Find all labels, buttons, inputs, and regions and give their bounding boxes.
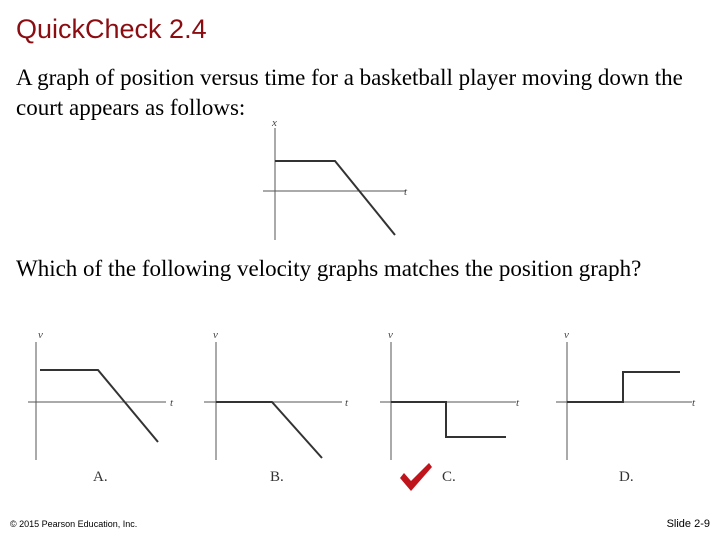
option-b-x-label: t [345,397,349,409]
option-b-curve [216,402,322,458]
option-d-y-label: v [564,330,569,341]
question-text: A graph of position versus time for a basketball player moving down the court appears as follows: [16,65,683,120]
option-d-x-label: t [692,397,696,409]
position-x-label: t [404,186,408,198]
slide-number: Slide 2-9 [666,518,710,530]
checkmark-icon [398,461,434,493]
option-b-y-label: v [213,330,218,341]
option-a-label[interactable]: A. [93,469,108,485]
option-d-graph[interactable] [552,330,712,464]
option-a-y-label: v [38,330,43,341]
option-c-label[interactable]: C. [442,469,456,485]
option-b-label[interactable]: B. [270,469,284,485]
option-c-graph[interactable] [376,330,536,464]
option-d-label[interactable]: D. [619,469,634,485]
prompt-text: Which of the following velocity graphs matches the position graph? [16,256,642,281]
copyright-text: © 2015 Pearson Education, Inc. [10,519,138,529]
option-a-graph[interactable] [26,330,186,464]
position-curve [275,161,395,235]
option-a-curve [40,370,158,442]
option-d-curve [567,372,680,402]
position-y-label: x [272,118,277,129]
position-graph [255,118,425,242]
option-b-graph[interactable] [200,330,360,464]
option-c-x-label: t [516,397,520,409]
option-c-y-label: v [388,330,393,341]
option-c-curve [391,402,506,437]
slide-title: QuickCheck 2.4 [16,14,207,44]
option-a-x-label: t [170,397,174,409]
